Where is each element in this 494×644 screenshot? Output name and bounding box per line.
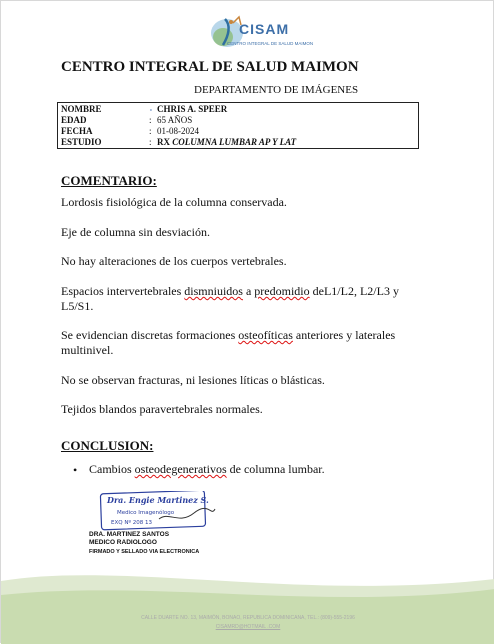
study-name: COLUMNA LUMBAR AP Y LAT bbox=[172, 137, 297, 147]
bullet-mark: • bbox=[73, 463, 78, 477]
footer-wave-decoration bbox=[1, 561, 494, 644]
date-colon: : bbox=[149, 126, 152, 136]
logo-name: CISAM bbox=[239, 21, 290, 37]
study-prefix: RX bbox=[157, 137, 170, 147]
finding-1: Lordosis fisiológica de la columna conservada. bbox=[61, 195, 287, 209]
colon-mark: ∘ bbox=[149, 108, 153, 114]
signature-note: FIRMADO Y SELLADO VIA ELECTRONICA bbox=[89, 549, 200, 555]
finding-2: Eje de columna sin desviación. bbox=[61, 225, 210, 239]
finding-4-misspelled: predomidio bbox=[254, 284, 310, 298]
study-colon: : bbox=[149, 137, 152, 147]
finding-4-part: Espacios intervertebrales bbox=[61, 284, 185, 298]
study-value bbox=[157, 137, 296, 148]
finding-5 bbox=[61, 328, 431, 358]
footer-address: CALLE DUARTE NO. 13, MAIMÓN, BONAO, REPUBLICA DOMINICANA, TEL.: (809)-555-2196 bbox=[141, 615, 355, 621]
date-value: 01-08-2024 bbox=[157, 126, 199, 136]
finding-4-part: a bbox=[242, 284, 255, 298]
doctor-name: DRA. MARTINEZ SANTOS bbox=[89, 531, 170, 538]
svg-text:Medico Imagenólogo: Medico Imagenólogo bbox=[117, 510, 175, 516]
finding-7: Tejidos blandos paravertebrales normales. bbox=[61, 402, 263, 416]
footer-email[interactable]: CISAMRD@HOTMAIL .COM bbox=[215, 624, 281, 630]
finding-5-part: Se evidencian discretas formaciones bbox=[61, 328, 239, 342]
comentario-heading: COMENTARIO: bbox=[61, 173, 157, 188]
finding-4-part: deL1/L2, L2/L3 y L5/S1. bbox=[61, 284, 399, 313]
age-colon: : bbox=[149, 115, 152, 125]
study-label: ESTUDIO bbox=[61, 137, 102, 147]
conclusion-part: Cambios bbox=[89, 462, 135, 476]
finding-6: No se observan fracturas, ni lesiones líticas o blásticas. bbox=[61, 373, 325, 387]
name-label: NOMBRE bbox=[61, 104, 102, 114]
svg-text:EXQ Nº 208 13: EXQ Nº 208 13 bbox=[111, 520, 153, 526]
finding-3: No hay alteraciones de los cuerpos vertebrales. bbox=[61, 254, 287, 268]
finding-5-part: anteriores y laterales multinivel. bbox=[61, 328, 396, 357]
svg-text:Dra. Engie Martinez S.: Dra. Engie Martinez S. bbox=[107, 495, 209, 505]
doctor-title: MEDICO RADIOLOGO bbox=[89, 539, 157, 546]
age-value: 65 AÑOS bbox=[157, 115, 193, 125]
conclusion-heading: CONCLUSION: bbox=[61, 438, 154, 453]
conclusion-misspelled: osteodegenerativos bbox=[134, 462, 227, 476]
logo-subtitle: CENTRO INTEGRAL DE SALUD MAIMON bbox=[227, 41, 314, 46]
department-title: DEPARTAMENTO DE IMÁGENES bbox=[194, 84, 359, 96]
page-title: CENTRO INTEGRAL DE SALUD MAIMON bbox=[61, 59, 359, 75]
finding-4 bbox=[61, 284, 431, 314]
finding-4-misspelled: dismniuidos bbox=[184, 284, 243, 298]
doctor-stamp-icon bbox=[99, 491, 219, 531]
conclusion-part: de columna lumbar. bbox=[226, 462, 325, 476]
date-label: FECHA bbox=[61, 126, 93, 136]
finding-5-misspelled: osteofíticas bbox=[238, 328, 293, 342]
conclusion-item bbox=[89, 462, 325, 477]
name-value: CHRIS A. SPEER bbox=[157, 104, 228, 114]
age-label: EDAD bbox=[61, 115, 87, 125]
patient-info-box bbox=[57, 102, 419, 149]
